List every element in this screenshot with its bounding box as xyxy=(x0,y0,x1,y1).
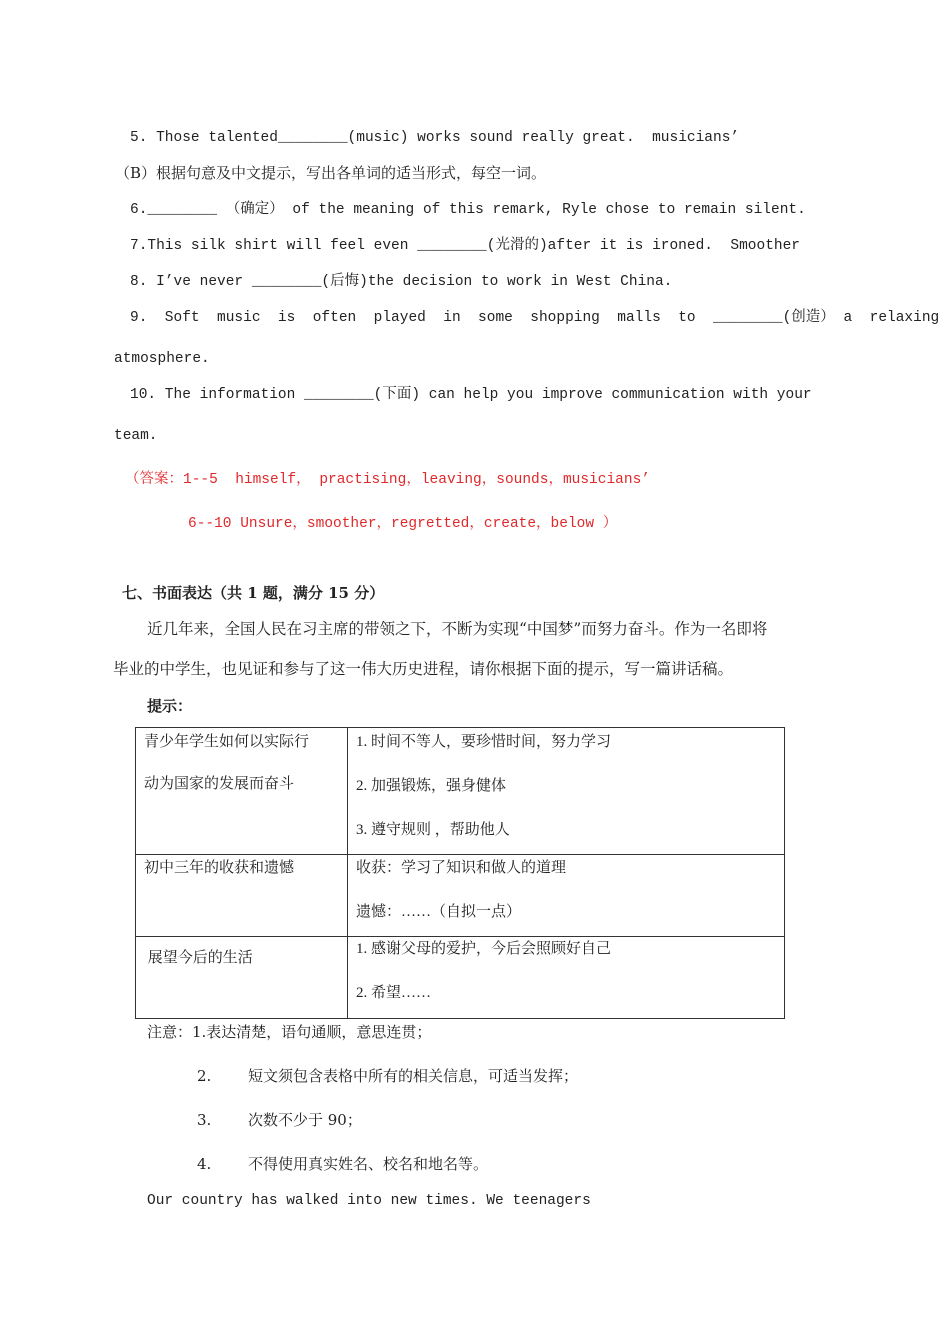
tips-label: 提示： xyxy=(147,697,193,715)
question-10: 10. The information ________(下面) can help you improve communication with your xyxy=(130,387,812,403)
tips-table xyxy=(135,727,785,1019)
cell-text: 1. 感谢父母的爱护，今后会照顾好自己 xyxy=(356,941,612,957)
note-3-number: 3. xyxy=(197,1111,212,1129)
table-cell xyxy=(136,937,348,1019)
section-title: 七、书面表达（共 1 题，满分 15 分） xyxy=(122,584,385,602)
note-2-number: 2. xyxy=(197,1067,212,1085)
question-8: 8. I’ve never ________(后悔)the decision to work in West China. xyxy=(130,274,673,290)
answer-line-2: 6--10 Unsure，smoother，regretted，create，below ） xyxy=(188,516,618,532)
table-cell xyxy=(348,937,785,1019)
cell-text: 遗憾：……（自拟一点） xyxy=(356,904,522,920)
table-cell xyxy=(136,855,348,937)
intro-line-1: 近几年来，全国人民在习主席的带领之下，不断为实现“中国梦”而努力奋斗。作为一名即将 xyxy=(147,620,768,638)
writing-start: Our country has walked into new times. We teenagers xyxy=(147,1193,591,1209)
cell-text: 动为国家的发展而奋斗 xyxy=(144,776,295,792)
table-row xyxy=(136,937,785,1019)
question-5: 5. Those talented________(music) works sound really great. musicians’ xyxy=(130,130,740,146)
cell-text: 展望今后的生活 xyxy=(144,950,253,966)
cell-text: 3. 遵守规则 ，帮助他人 xyxy=(356,822,510,838)
note-4-number: 4. xyxy=(197,1155,212,1173)
table-cell xyxy=(348,855,785,937)
question-9: 9. Soft music is often played in some shopping malls to ________(创造） a relaxing xyxy=(130,310,940,326)
cell-text: 1. 时间不等人，要珍惜时间，努力学习 xyxy=(356,734,612,750)
question-9-cont: atmosphere. xyxy=(114,351,210,367)
note-line-1: 注意：1.表达清楚，语句通顺，意思连贯； xyxy=(147,1023,432,1041)
intro-line-2: 毕业的中学生，也见证和参与了这一伟大历史进程，请你根据下面的提示，写一篇讲话稿。 xyxy=(113,660,734,678)
cell-text: 青少年学生如何以实际行 xyxy=(144,734,310,750)
note-line-3: 次数不少于 90； xyxy=(248,1111,362,1129)
question-10-cont: team. xyxy=(114,428,158,444)
question-6: 6.________ （确定） of the meaning of this remark, Ryle chose to remain silent. xyxy=(130,202,806,218)
question-7: 7.This silk shirt will feel even ________(光滑的)after it is ironed. Smoother xyxy=(130,238,801,254)
note-line-2: 短文须包含表格中所有的相关信息，可适当发挥； xyxy=(248,1067,579,1085)
table-row xyxy=(136,855,785,937)
cell-text: 2. 希望…… xyxy=(356,985,432,1001)
answer-line-1: （答案：1--5 himself， practising，leaving，sounds，musicians’ xyxy=(125,472,650,488)
table-cell xyxy=(348,728,785,855)
part-b-instruction: （B）根据句意及中文提示，写出各单词的适当形式，每空一词。 xyxy=(115,164,547,182)
table-row xyxy=(136,728,785,855)
cell-text: 初中三年的收获和遗憾 xyxy=(144,860,295,876)
cell-text: 2. 加强锻炼，强身健体 xyxy=(356,778,507,794)
note-line-4: 不得使用真实姓名、校名和地名等。 xyxy=(248,1155,489,1173)
table-cell xyxy=(136,728,348,855)
cell-text: 收获：学习了知识和做人的道理 xyxy=(356,860,567,876)
